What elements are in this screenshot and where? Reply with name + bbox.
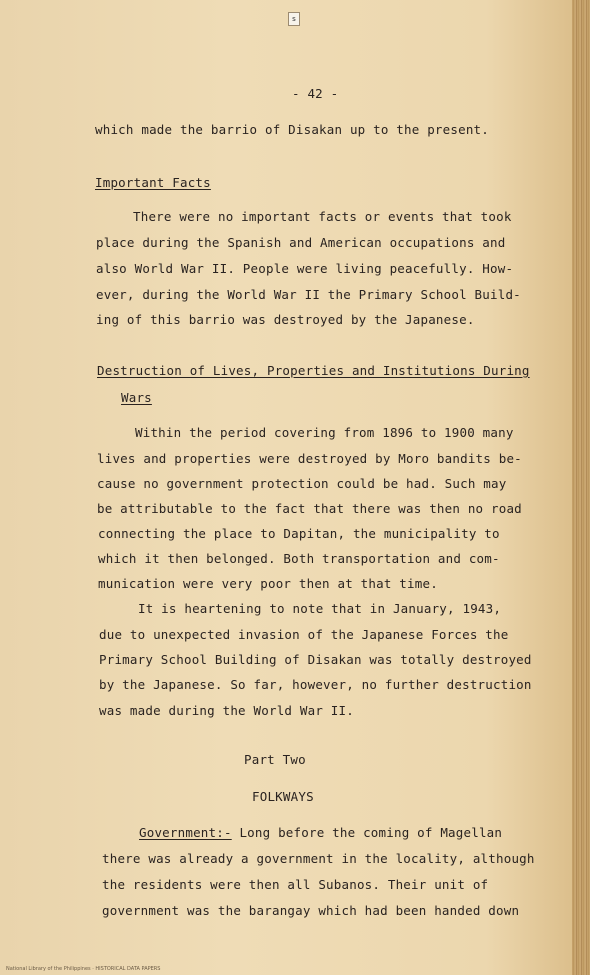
folkways-heading: FOLKWAYS xyxy=(252,789,314,804)
text-line: connecting the place to Dapitan, the municipality to xyxy=(98,526,500,541)
text-line: be attributable to the fact that there was then no road xyxy=(97,501,522,516)
text-line: munication were very poor then at that time. xyxy=(98,576,438,591)
text-line: cause no government protection could be had. Such may xyxy=(97,476,507,491)
text-line: was made during the World War II. xyxy=(99,703,354,718)
text-line: place during the Spanish and American occupations and xyxy=(96,235,506,250)
text-line: government was the barangay which had been handed down xyxy=(102,903,520,918)
text-line: due to unexpected invasion of the Japanese Forces the xyxy=(99,627,509,642)
text-line: by the Japanese. So far, however, no further destruction xyxy=(99,677,532,692)
section-heading-destruction-cont: Wars xyxy=(121,390,152,405)
archive-footer: National Library of the Philippines · HISTORICAL DATA PAPERS xyxy=(6,966,161,972)
section-heading-important-facts: Important Facts xyxy=(95,175,211,190)
text-line: Within the period covering from 1896 to 1900 many xyxy=(135,425,514,440)
text-line: Primary School Building of Disakan was totally destroyed xyxy=(99,652,532,667)
text-line: It is heartening to note that in January, 1943, xyxy=(138,601,502,616)
text-line: there was already a government in the locality, although xyxy=(102,851,535,866)
government-paragraph-start xyxy=(139,825,502,840)
text-line: ever, during the World War II the Primary School Build- xyxy=(96,287,521,302)
text-line: lives and properties were destroyed by Moro bandits be- xyxy=(97,451,522,466)
text-segment: Long before the coming of Magellan xyxy=(239,825,503,840)
page-edge xyxy=(572,0,590,975)
text-line: also World War II. People were living peacefully. How- xyxy=(96,261,514,276)
page-tag: s xyxy=(288,12,300,26)
government-label: Government:- xyxy=(139,825,232,840)
section-heading-destruction: Destruction of Lives, Properties and Institutions During xyxy=(97,363,530,378)
text-line: which made the barrio of Disakan up to the present. xyxy=(95,122,490,137)
page-number: - 42 - xyxy=(292,86,339,101)
text-line: ing of this barrio was destroyed by the Japanese. xyxy=(96,312,475,327)
text-line: which it then belonged. Both transportation and com- xyxy=(98,551,500,566)
text-line: the residents were then all Subanos. Their unit of xyxy=(102,877,489,892)
part-heading: Part Two xyxy=(244,752,306,767)
text-line: There were no important facts or events that took xyxy=(133,209,512,224)
